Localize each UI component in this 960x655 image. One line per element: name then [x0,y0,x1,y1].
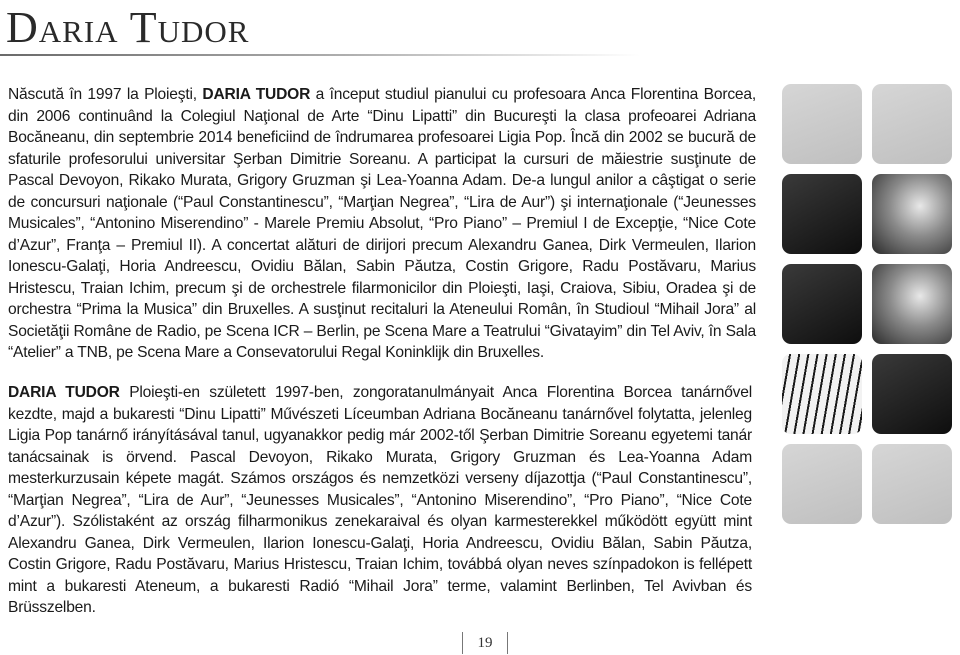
photo-tile [872,264,952,344]
photo-tile [872,84,952,164]
photo-tile [782,174,862,254]
page-number: 19 [462,632,508,654]
title-underline [0,54,640,56]
bio-hu-body: Ploieşti-en született 1997-ben, zongoratanulmányait Anca Florentina Borcea tanárnővel kezdte, majd a bukaresti “Dinu Lipatti” Művészeti Líceumban Adriana Bocăneanu tanárnővel folytatta, jelenleg Ligia Pop tanárnő irányításával tanul, ugyanakkor pedig már 2002-től Şerban Dimitrie Soreanu egyetemi tanár tanácsainak is örvend. Pascal Devoyon, Rikako Murata, Grigory Gruzman és Lea-Yoanna Adam mesterkurzusain képete magát. Számos országos és nemzetközi verseny díjazottja (“Paul Constantinescu”, “Marţian Negrea”, “Lira de Aur”, “Jeunesses Musicales”, “Antonino Miserendino”, “Pro Piano”, “Nice Cote d’Azur”). Szólistaként az ország filharmonikus zenekaraival és olyan karmesterekkel működött együtt mint Alexandru Ganea, Dirk Vermeulen, Ilarion Ionescu-Galaţi, Horia Andreescu, Ovidiu Bălan, Sabin Păutza, Costin Grigore, Radu Postăvaru, Marius Hristescu, Traian Ichim, továbbá olyan neves színpadokon is fellépett mint a bukaresti Ateneum, a bukaresti Radió “Mihail Jora” terme, valamint Berlinben, Tel Avivban és Brüsszelben. [8,384,753,616]
photo-tile [872,354,952,434]
photo-tile [872,174,952,254]
photo-tile [782,84,862,164]
portrait-photo-mosaic [780,82,958,655]
bio-hu-name: DARIA TUDOR [8,384,120,401]
bio-ro-intro: Născută în 1997 la Ploieşti, [8,86,203,103]
biography-romanian [8,84,756,364]
photo-tile [782,444,862,524]
photo-tile [782,264,862,344]
bio-ro-name: DARIA TUDOR [202,86,311,103]
photo-tile [782,354,862,434]
photo-tile [872,444,952,524]
page-title: Daria Tudor [6,3,250,52]
biography-hungarian [8,382,752,619]
bio-ro-body: a început studiul pianului cu profesoara Anca Florentina Borcea, din 2006 continuând la Colegiul Naţional de Arte “Dinu Lipatti” din Bucureşti la clasa profeoarei Adriana Bocăneanu, din septembrie 2014 beneficiind de îndrumarea profesoarei Ligia Pop. Încă din 2002 se bucură de sfaturile profesorului universitar Şerban Dimitrie Soreanu. A participat la cursuri de măiestrie susţinute de Pascal Devoyon, Rikako Murata, Grigory Gruzman şi Lea-Yoanna Adam. De-a lungul anilor a câştigat o serie de concursuri naţionale (“Paul Constantinescu”, “Marţian Negrea”, “Lira de Aur”) şi internaţionale (“Jeunesses Musicales”, “Antonino Miserendino” - Marele Premiu Absolut, “Pro Piano” – Premiul I de Excepţie, “Nice Cote d’Azur”, Franţa – Premiul II). A concertat alături de dirijori precum Alexandru Ganea, Dirk Vermeulen, Ilarion Ionescu-Galaţi, Horia Andreescu, Ovidiu Bălan, Sabin Păutza, Costin Grigore, Radu Postăvaru, Marius Hristescu, Traian Ichim, precum şi de orchestrele filarmonicilor din Ploieşti, Iaşi, Craiova, Sibiu, Oradea şi de orchestra “Prima la Musica” din Bruxelles. A susţinut recitaluri la Ateneului Român, în Studioul “Mihail Jora” al Societăţii Române de Radio, pe Scena ICR – Berlin, pe Scena Mare a Teatrului “Givatayim” din Tel Aviv, în Sala “Atelier” a TNB, pe Scena Mare a Consevatorului Regal Koninklijk din Bruxelles. [8,86,756,361]
